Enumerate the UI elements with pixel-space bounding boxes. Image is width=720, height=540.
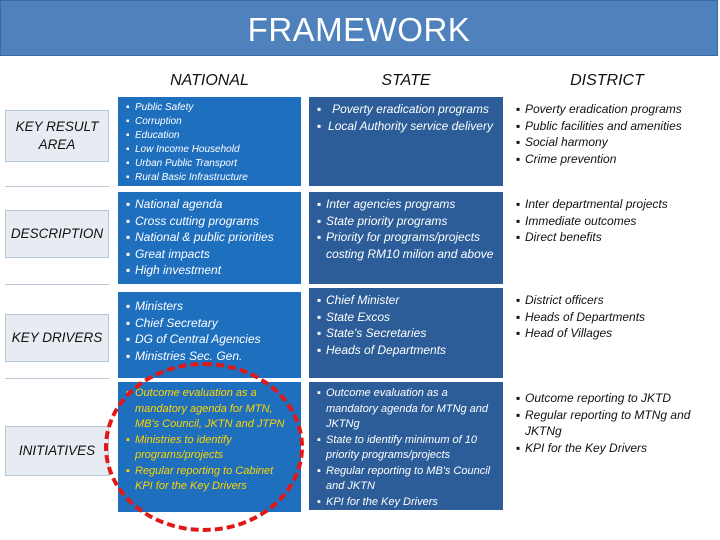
cell-state-key-drivers	[309, 288, 503, 378]
list-item: ▪ Direct benefits	[516, 229, 698, 246]
list-item: ▪ Public Safety	[126, 101, 293, 115]
list-item: ▪ State's Secretaries	[317, 325, 495, 342]
list-item: ▪ Ministries to identify programs/projects	[126, 433, 293, 464]
cell-national-key-drivers	[118, 292, 301, 378]
column-header-national: NATIONAL	[170, 72, 249, 89]
list-item: ▪ Chief Minister	[317, 292, 495, 309]
list-item: ▪ Crime prevention	[516, 151, 698, 168]
list-item: ▪ Chief Secretary	[126, 315, 293, 332]
list-item: ▪ Urban Public Transport	[126, 157, 293, 171]
list-item: ▪ Poverty eradication programs	[516, 101, 698, 118]
list-item: ▪ Regular reporting to MB's Council and JKTN	[317, 464, 495, 495]
list-item: ▪ Local Authority service delivery	[317, 118, 495, 135]
list-item: ▪ Ministers	[126, 298, 293, 315]
list-item: ▪ High investment	[126, 262, 293, 279]
list-item: ▪ State to identify minimum of 10 priority programs/projects	[317, 433, 495, 464]
list-item: ▪ Public facilities and amenities	[516, 118, 698, 135]
list-item: ▪ Cross cutting programs	[126, 213, 293, 230]
row-header-key-drivers: KEY DRIVERS	[5, 314, 109, 362]
cell-district-key-drivers	[508, 288, 706, 378]
list-item: ▪ National & public priorities	[126, 229, 293, 246]
column-header-state: STATE	[381, 72, 431, 89]
list-item: ▪ Great impacts	[126, 246, 293, 263]
list-item: ▪ Priority for programs/projects costing RM10 milion and above	[317, 229, 495, 262]
row-divider	[5, 284, 109, 285]
list-item: ▪ State Excos	[317, 309, 495, 326]
list-item: ▪ Ministries Sec. Gen.	[126, 348, 293, 365]
cell-district-key-result-area	[508, 97, 706, 186]
list-item: ▪ Head of Villages	[516, 325, 698, 342]
list-item: ▪ Rural Basic Infrastructure	[126, 171, 293, 185]
row-divider	[5, 378, 109, 379]
list-item: ▪ Corruption	[126, 115, 293, 129]
list-item: ▪ KPI for the Key Drivers	[317, 495, 495, 511]
list-item: ▪ Regular reporting to Cabinet KPI for the Key Drivers	[126, 464, 293, 495]
list-item: ▪ Low Income Household	[126, 143, 293, 157]
list-item: ▪ Poverty eradication programs	[317, 101, 495, 118]
list-item: ▪ State priority programs	[317, 213, 495, 230]
row-header-key-result-area: KEY RESULT AREA	[5, 110, 109, 162]
list-item: ▪ DG of Central Agencies	[126, 331, 293, 348]
list-item: ▪ Outcome evaluation as a mandatory agenda for MTNg and JKTNg	[317, 386, 495, 433]
list-item: ▪ KPI for the Key Drivers	[516, 440, 698, 457]
list-item: ▪ Outcome reporting to JKTD	[516, 390, 698, 407]
cell-state-key-result-area	[309, 97, 503, 186]
row-divider	[5, 186, 109, 187]
list-item: ▪ Immediate outcomes	[516, 213, 698, 230]
list-item: ▪ Heads of Departments	[317, 342, 495, 359]
list-item: ▪ Heads of Departments	[516, 309, 698, 326]
cell-national-key-result-area	[118, 97, 301, 186]
list-item: ▪ Outcome evaluation as a mandatory agenda for MTN, MB's Council, JKTN and JTPN	[126, 386, 293, 433]
row-header-description: DESCRIPTION	[5, 210, 109, 258]
list-item: ▪ Inter agencies programs	[317, 196, 495, 213]
cell-state-description	[309, 192, 503, 284]
list-item: ▪ Inter departmental projects	[516, 196, 698, 213]
list-item: ▪ Social harmony	[516, 134, 698, 151]
page-title: FRAMEWORK	[247, 11, 471, 48]
cell-district-initiatives	[508, 386, 706, 510]
row-header-initiatives: INITIATIVES	[5, 426, 109, 476]
cell-national-initiatives	[118, 382, 301, 512]
list-item: ▪ Regular reporting to MTNg and JKTNg	[516, 407, 698, 440]
list-item: ▪ District officers	[516, 292, 698, 309]
list-item: ▪ Education	[126, 129, 293, 143]
cell-district-description	[508, 192, 706, 284]
cell-national-description	[118, 192, 301, 284]
cell-state-initiatives	[309, 382, 503, 510]
list-item: ▪ National agenda	[126, 196, 293, 213]
column-header-district: DISTRICT	[570, 72, 644, 89]
